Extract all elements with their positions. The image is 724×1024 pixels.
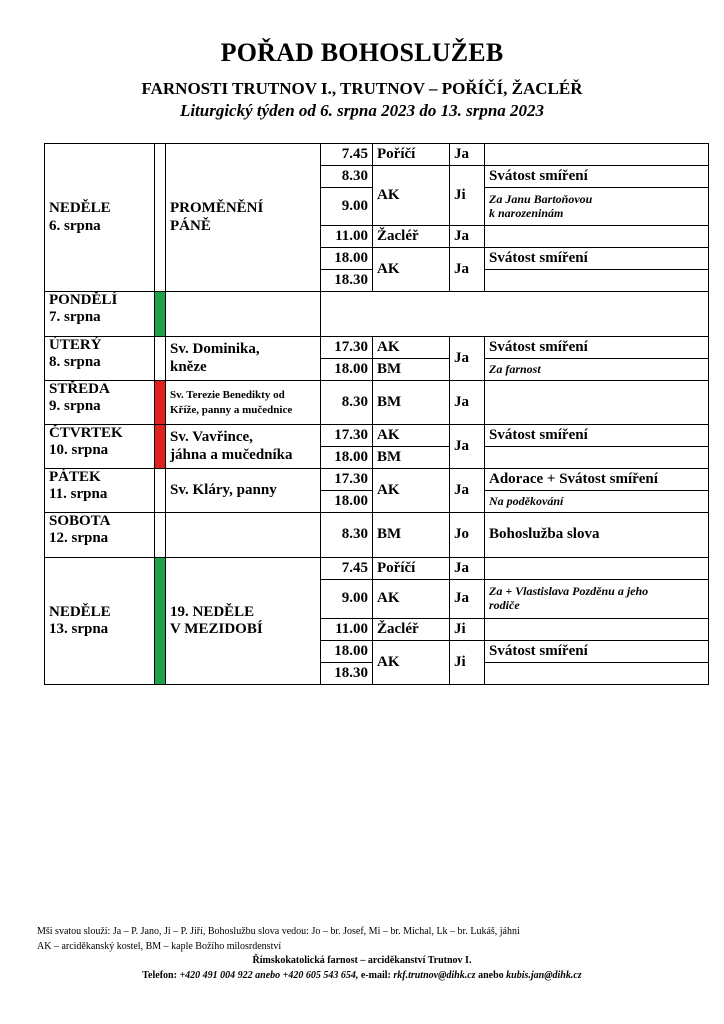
footer-organization: Římskokatolická farnost – arciděkanství Trutnov I. [252,955,472,966]
table-row [45,425,709,447]
time-cell: 8.30 [321,513,373,558]
place-cell: AK [373,580,450,619]
place-cell: AK [373,248,450,292]
time-cell: 17.30 [321,469,373,491]
empty-cell [321,292,709,337]
priest-cell: Jo [450,513,485,558]
time-cell: 11.00 [321,619,373,641]
day-cell: NEDĚLE 6. srpna [45,144,155,292]
note-cell: Za farnost [485,359,709,381]
priest-cell: Ja [450,248,485,292]
place-cell: AK [373,469,450,513]
time-cell: 17.30 [321,425,373,447]
liturgical-color [155,337,166,381]
day-cell: ÚTERÝ 8. srpna [45,337,155,381]
place-cell: Poříčí [373,144,450,166]
priest-cell: Ja [450,381,485,425]
note-cell: Za Janu Bartoňovou k narozeninám [485,188,709,226]
priest-cell: Ji [450,619,485,641]
note-cell: Svátost smíření [485,425,709,447]
time-cell: 7.45 [321,144,373,166]
schedule-table [44,143,709,685]
email-or: anebo [478,969,504,981]
liturgical-color [155,513,166,558]
priest-cell: Ja [450,425,485,469]
page-title: POŘAD BOHOSLUŽEB [220,38,504,67]
note-cell [485,619,709,641]
feast-cell: Sv. Dominika, kněze [166,337,321,381]
note-cell [485,226,709,248]
priest-cell: Ja [450,226,485,248]
note-cell: Za + Vlastislava Pozděnu a jeho rodiče [485,580,709,619]
time-cell: 9.00 [321,188,373,226]
note-cell [485,663,709,685]
week-range: Liturgický týden od 6. srpna 2023 do 13. srpna 2023 [179,101,545,120]
note-cell: Adorace + Svátost smíření [485,469,709,491]
time-cell: 18.00 [321,447,373,469]
table-row [45,513,709,558]
note-cell: Svátost smíření [485,337,709,359]
footer [0,925,724,983]
day-cell: ČTVRTEK 10. srpna [45,425,155,469]
email-link-1[interactable]: rkf.trutnov@dihk.cz [393,969,476,981]
place-cell: BM [373,513,450,558]
phone-numbers: +420 491 004 922 anebo +420 605 543 654, [179,969,359,981]
feast-cell: Sv. Terezie Benedikty od Kříže, panny a mučednice [166,381,321,425]
feast-cell [166,513,321,558]
email-link-2[interactable]: kubis.jan@dihk.cz [506,969,582,981]
place-cell: BM [373,381,450,425]
priest-cell: Ji [450,641,485,685]
time-cell: 11.00 [321,226,373,248]
feast-cell: 19. NEDĚLE V MEZIDOBÍ [166,558,321,685]
feast-cell: Sv. Vavřince, jáhna a mučedníka [166,425,321,469]
liturgical-color [155,469,166,513]
note-cell: Na poděkování [485,491,709,513]
table-row [45,337,709,359]
email-label: e-mail: [360,969,391,981]
note-cell: Svátost smíření [485,248,709,270]
day-cell: SOBOTA 12. srpna [45,513,155,558]
priest-cell: Ja [450,558,485,580]
table-row [45,469,709,491]
priest-cell: Ji [450,166,485,226]
feast-cell: PROMĚNĚNÍ PÁNĚ [166,144,321,292]
liturgical-color [155,381,166,425]
table-row [45,292,709,337]
footer-contact [0,969,724,984]
note-cell: Bohoslužba slova [485,513,709,558]
day-cell: STŘEDA 9. srpna [45,381,155,425]
liturgical-color [155,144,166,292]
note-cell [485,447,709,469]
place-cell: Žacléř [373,619,450,641]
note-cell [485,270,709,292]
footer-legend-places: AK – arciděkanský kostel, BM – kaple Božího milosrdenství [37,940,282,952]
day-cell: PONDĚLÍ 7. srpna [45,292,155,337]
liturgical-color [155,292,166,337]
footer-legend-priests: Mši svatou slouží: Ja – P. Jano, Ji – P. Jiří, Bohoslužbu slova vedou: Jo – br. Josef, Mi – br. Michal, Lk – br. Lukáš, jáhni [37,926,520,937]
feast-cell [166,292,321,337]
time-cell: 18.00 [321,248,373,270]
place-cell: BM [373,359,450,381]
place-cell: Poříčí [373,558,450,580]
table-row [45,558,709,580]
table-row [45,144,709,166]
priest-cell: Ja [450,469,485,513]
note-cell [485,558,709,580]
place-cell: AK [373,337,450,359]
parish-subtitle: FARNOSTI TRUTNOV I., TRUTNOV – POŘÍČÍ, ŽACLÉŘ [141,79,583,98]
time-cell: 18.00 [321,641,373,663]
time-cell: 17.30 [321,337,373,359]
time-cell: 8.30 [321,381,373,425]
place-cell: BM [373,447,450,469]
liturgical-color [155,425,166,469]
priest-cell: Ja [450,580,485,619]
note-cell [485,381,709,425]
phone-label: Telefon: [142,969,177,981]
liturgical-color [155,558,166,685]
feast-cell: Sv. Kláry, panny [166,469,321,513]
place-cell: AK [373,425,450,447]
time-cell: 18.30 [321,663,373,685]
place-cell: AK [373,641,450,685]
time-cell: 8.30 [321,166,373,188]
table-row [45,381,709,425]
priest-cell: Ja [450,337,485,381]
note-cell: Svátost smíření [485,641,709,663]
note-cell: Svátost smíření [485,166,709,188]
time-cell: 7.45 [321,558,373,580]
time-cell: 18.00 [321,491,373,513]
time-cell: 18.30 [321,270,373,292]
priest-cell: Ja [450,144,485,166]
day-cell: PÁTEK 11. srpna [45,469,155,513]
time-cell: 18.00 [321,359,373,381]
place-cell: AK [373,166,450,226]
place-cell: Žacléř [373,226,450,248]
day-cell: NEDĚLE 13. srpna [45,558,155,685]
note-cell [485,144,709,166]
time-cell: 9.00 [321,580,373,619]
